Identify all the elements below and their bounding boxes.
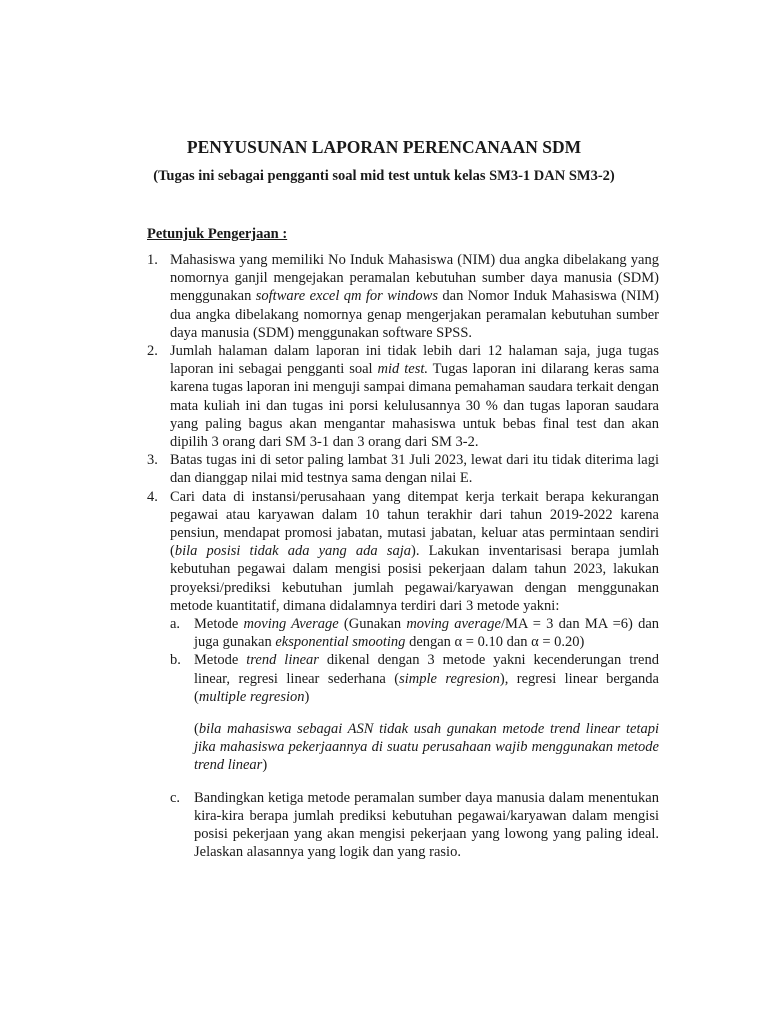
sub-a-text-4: dengan α = 0.10 dan α = 0.20) (405, 634, 585, 651)
item-4-text-b: ). Lakukan inventarisasi berapa jumlah kebutuhan pegawai dalam mengisi posisi pekerjaan dalam tahun 2023, lakukan proyeksi/prediksi kebutuhan jumlah pegawai/karyawan dengan menggunakan metode kuantitatif, dimana didalamnya terdiri dari 3 metode yakni: (170, 543, 659, 614)
note-text: bila mahasiswa sebagai ASN tidak usah gunakan metode trend linear tetapi jika mahasiswa pekerjaannya di suatu perusahaan wajib menggunakan metode trend linear (194, 721, 659, 774)
instructions-heading: Petunjuk Pengerjaan : (147, 226, 288, 242)
item-1-italic: software excel qm for windows (255, 288, 438, 305)
item-1-text-b: dan Nomor Induk Mahasiswa (NIM) dua angka dibelakang nomornya genap mengerjakan peramalan kebutuhan sumber daya manusia (SDM) menggunakan software SPSS. (170, 288, 659, 341)
list-number: 2. (147, 343, 158, 360)
sub-b-italic-2: simple regresion (399, 670, 500, 687)
item-2-italic: mid test. (377, 361, 428, 378)
item-4-italic: bila posisi tidak ada yang ada saja (174, 543, 412, 560)
list-number: 4. (147, 488, 158, 505)
list-item-3 (147, 451, 659, 487)
sub-a-text-2: (Gunakan (338, 616, 407, 633)
document-title: PENYUSUNAN LAPORAN PERENCANAAN SDM (186, 137, 582, 157)
sub-a-italic-1: moving Average (243, 616, 339, 633)
sub-b-text-4: ) (304, 688, 310, 705)
list-item-4 (147, 488, 659, 862)
item-2-text-b: Tugas laporan ini dilarang keras sama karena tugas laporan ini menguji sampai dimana pemahaman saudara terkait dengan mata kuliah ini dan tugas ini porsi kelulusannya 30 % dan tugas laporan saudara yang paling bagus akan mengantar mahasiswa untuk bebas final test dan akan dipilih 3 orang dari SM 3-1 dan 3 orang dari SM 3-2. (170, 361, 660, 451)
sub-item-c (170, 789, 659, 862)
sub-b-italic-3: multiple regresion (198, 688, 305, 705)
sub-b-text-2: dikenal dengan 3 metode yakni kecenderungan trend linear, regresi linear sederhana ( (194, 652, 659, 687)
sub-b-text-1: Metode (194, 652, 247, 669)
sub-c-text: Bandingkan ketiga metode peramalan sumber daya manusia dalam menentukan kira-kira berapa jumlah prediksi kebutuhan pegawai/karyawan dalam mengisi posisi pekerjaan yang akan mengisi pekerjaan yang lowong yang paling ideal. Jelaskan alasannya yang logik dan yang rasio. (194, 789, 659, 861)
sub-letter: b. (170, 652, 181, 669)
list-number: 3. (147, 452, 158, 469)
list-item-1 (147, 251, 659, 342)
item-2-text-a: Jumlah halaman dalam laporan ini tidak lebih dari 12 halaman saja, juga tugas laporan ini sebagai pengganti soal (170, 343, 659, 378)
document-subtitle: (Tugas ini sebagai pengganti soal mid test untuk kelas SM3-1 DAN SM3-2) (153, 168, 615, 184)
sub-b-text-3: ), regresi linear berganda ( (194, 670, 659, 705)
note-close-paren: ) (262, 757, 268, 774)
sub-item-b (170, 651, 659, 774)
sub-letter: c. (170, 789, 181, 806)
sub-b-note (194, 720, 659, 775)
sub-a-text-1: Metode (194, 616, 244, 633)
sub-a-text-3: /MA = 3 dan MA =6) dan juga gunakan (194, 616, 660, 651)
sub-a-italic-3: eksponential smooting (275, 634, 406, 651)
sub-item-a (170, 615, 659, 651)
list-number: 1. (147, 252, 158, 268)
list-item-2 (147, 342, 659, 451)
sub-a-italic-2: moving average (406, 616, 501, 633)
sub-b-italic-1: trend linear (246, 652, 319, 669)
sub-letter: a. (170, 616, 181, 633)
item-3-text: Batas tugas ini di setor paling lambat 31 Juli 2023, lewat dari itu tidak diterima lagi dan dianggap nilai mid testnya sama dengan nilai E. (170, 452, 659, 487)
item-4-text-a: Cari data di instansi/perusahaan yang ditempat kerja terkait berapa kekurangan pegawai atau karyawan dalam 10 tahun terakhir dari tahun 2019-2022 karena pensiun, mendapat promosi jabatan, mutasi jabatan, keluar atas permintaan sendiri ( (170, 488, 659, 560)
instructions-list (147, 251, 659, 862)
note-open-paren: ( (194, 721, 199, 738)
item-1-text-a: Mahasiswa yang memiliki No Induk Mahasiswa (NIM) dua angka dibelakang yang nomornya ganjil mengejakan peramalan kebutuhan sumber daya manusia (SDM) menggunakan (170, 252, 659, 305)
